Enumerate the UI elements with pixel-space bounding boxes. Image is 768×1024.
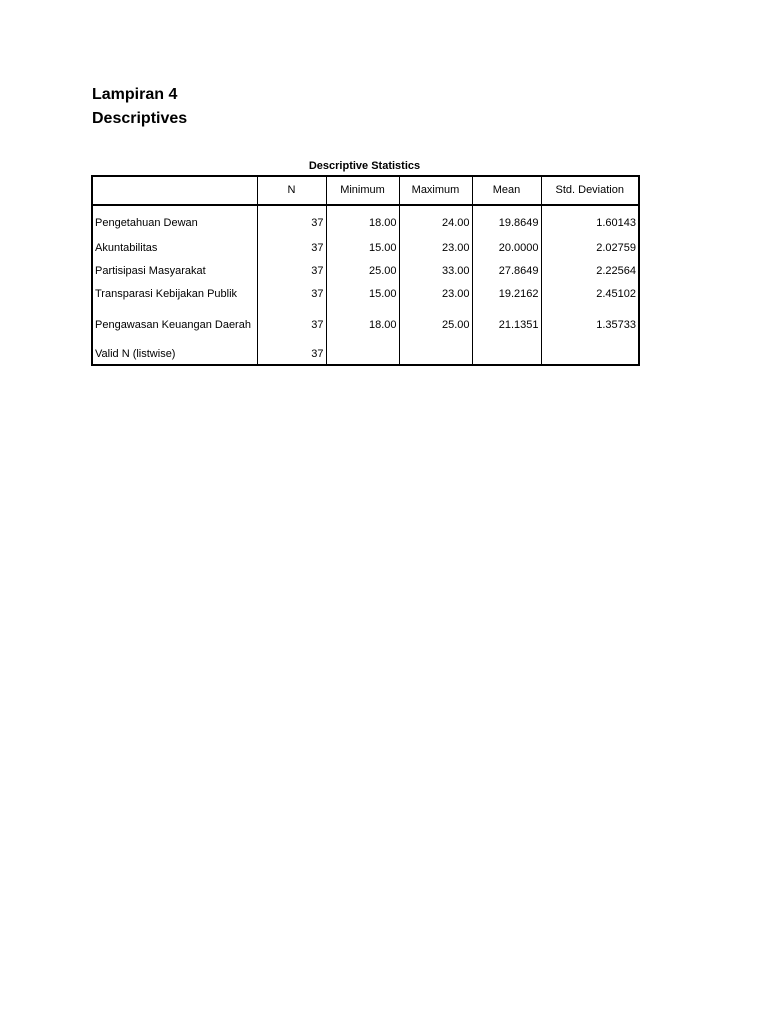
header-cell-maximum: Maximum	[399, 176, 472, 205]
table-row	[92, 306, 639, 344]
cell-maximum: 25.00	[399, 306, 472, 344]
row-label: Pengetahuan Dewan	[92, 205, 257, 237]
cell-mean: 19.8649	[472, 205, 541, 237]
cell-n: 37	[257, 344, 326, 365]
cell-mean: 27.8649	[472, 260, 541, 283]
cell-mean: 19.2162	[472, 283, 541, 306]
cell-n: 37	[257, 237, 326, 260]
header-cell-std-deviation: Std. Deviation	[541, 176, 639, 205]
row-label: Partisipasi Masyarakat	[92, 260, 257, 283]
row-label: Valid N (listwise)	[92, 344, 257, 365]
header-cell-mean: Mean	[472, 176, 541, 205]
cell-n: 37	[257, 283, 326, 306]
cell-maximum: 23.00	[399, 237, 472, 260]
table-row	[92, 344, 639, 365]
cell-std-deviation: 2.45102	[541, 283, 639, 306]
header-cell-n: N	[257, 176, 326, 205]
cell-std-deviation: 2.02759	[541, 237, 639, 260]
cell-std-deviation: 1.60143	[541, 205, 639, 237]
appendix-title: Lampiran 4	[92, 86, 178, 103]
cell-n: 37	[257, 205, 326, 237]
cell-n: 37	[257, 306, 326, 344]
cell-mean	[472, 344, 541, 365]
cell-std-deviation: 1.35733	[541, 306, 639, 344]
cell-n: 37	[257, 260, 326, 283]
cell-minimum: 15.00	[326, 237, 399, 260]
cell-minimum: 25.00	[326, 260, 399, 283]
cell-maximum: 23.00	[399, 283, 472, 306]
header-cell-minimum: Minimum	[326, 176, 399, 205]
cell-mean: 20.0000	[472, 237, 541, 260]
descriptive-statistics-table	[91, 175, 640, 366]
section-title: Descriptives	[92, 110, 188, 127]
table-row	[92, 283, 639, 306]
cell-std-deviation	[541, 344, 639, 365]
cell-minimum: 15.00	[326, 283, 399, 306]
row-label: Transparasi Kebijakan Publik	[92, 283, 257, 306]
cell-maximum: 33.00	[399, 260, 472, 283]
table-row	[92, 260, 639, 283]
cell-minimum	[326, 344, 399, 365]
cell-minimum: 18.00	[326, 306, 399, 344]
cell-minimum: 18.00	[326, 205, 399, 237]
table-row	[92, 237, 639, 260]
header-cell-label	[92, 176, 257, 205]
cell-maximum: 24.00	[399, 205, 472, 237]
table-header-row	[92, 176, 639, 205]
row-label: Pengawasan Keuangan Daerah	[92, 306, 257, 344]
table-row	[92, 205, 639, 237]
table-title: Descriptive Statistics	[308, 160, 421, 172]
cell-mean: 21.1351	[472, 306, 541, 344]
cell-std-deviation: 2.22564	[541, 260, 639, 283]
row-label: Akuntabilitas	[92, 237, 257, 260]
cell-maximum	[399, 344, 472, 365]
